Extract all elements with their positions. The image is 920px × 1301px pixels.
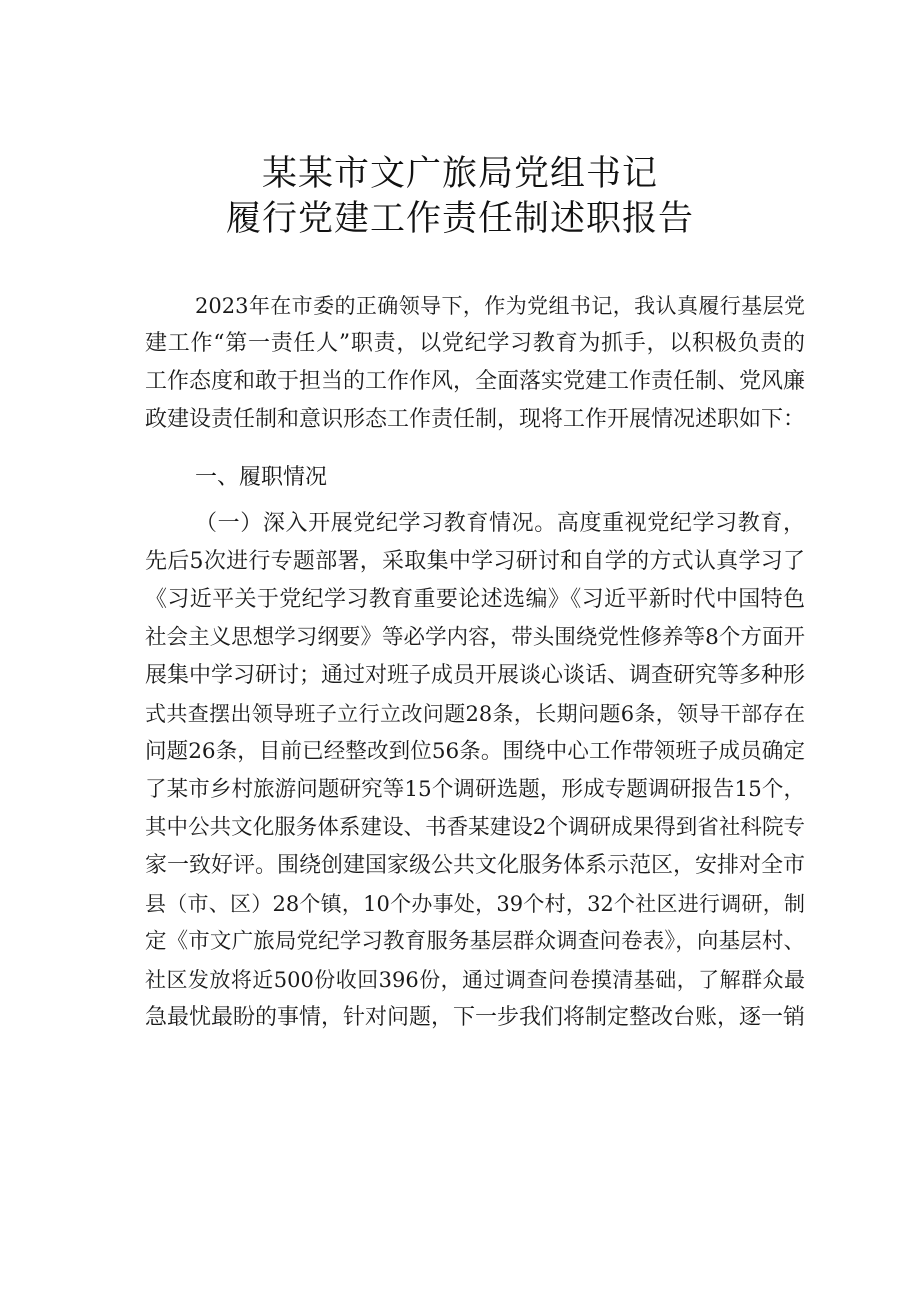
paragraph-line: 社区发放将近500份收回396份，通过调查问卷摸清基础，了解群众最 [145,968,805,992]
paragraph-line: 工作态度和敢于担当的工作作风，全面落实党建工作责任制、党风廉 [145,369,806,394]
paragraph-line: 定《市文广旅局党纪学习教育服务基层群众调查问卷表》，向基层村、 [145,929,805,954]
body-paragraph [145,505,805,1037]
paragraph-line: 家一致好评。围绕创建国家级公共文化服务体系示范区，安排对全市 [145,853,806,878]
paragraph-line: 问题26条，目前已经整改到位56条。围绕中心工作带领班子成员确定 [145,739,805,764]
paragraph-line: 急最忧最盼的事情，针对问题，下一步我们将制定整改台账，逐一销 [145,1005,806,1030]
paragraph-line: 政建设责任制和意识形态工作责任制，现将工作开展情况述职如下： [145,407,806,432]
paragraph-line: 县（市、区）28个镇，10个办事处，39个村，32个社区进行调研，制 [145,892,805,916]
paragraph-line: 建工作“第一责任人”职责，以党纪学习教育为抓手，以积极负责的 [145,331,805,356]
paragraph-line: （一）深入开展党纪学习教育情况。高度重视党纪学习教育， [195,511,805,536]
document-title-line-1: 某某市文广旅局党组书记 [261,154,658,194]
paragraph-line: 了某市乡村旅游问题研究等15个调研选题，形成专题调研报告15个， [145,777,805,802]
paragraph-line: 展集中学习研讨；通过对班子成员开展谈心谈话、调查研究等多种形 [145,663,806,688]
paragraph-line: 先后5次进行专题部署，采取集中学习研讨和自学的方式认真学习了 [145,549,805,574]
paragraph-line: 2023年在市委的正确领导下，作为党组书记，我认真履行基层党 [195,294,805,318]
paragraph-line: 其中公共文化服务体系建设、书香某建设2个调研成果得到省社科院专 [145,815,805,840]
document-title-line-2: 履行党建工作责任制述职报告 [225,199,694,239]
intro-paragraph [145,287,805,439]
section-heading: 一、履职情况 [195,465,328,490]
paragraph-line: 式共查摆出领导班子立行立改问题28条，长期问题6条，领导干部存在 [145,702,805,726]
paragraph-line: 《习近平关于党纪学习教育重要论述选编》《习近平新时代中国特色 [145,587,805,612]
paragraph-line: 社会主义思想学习纲要》等必学内容，带头围绕党性修养等8个方面开 [145,625,805,650]
